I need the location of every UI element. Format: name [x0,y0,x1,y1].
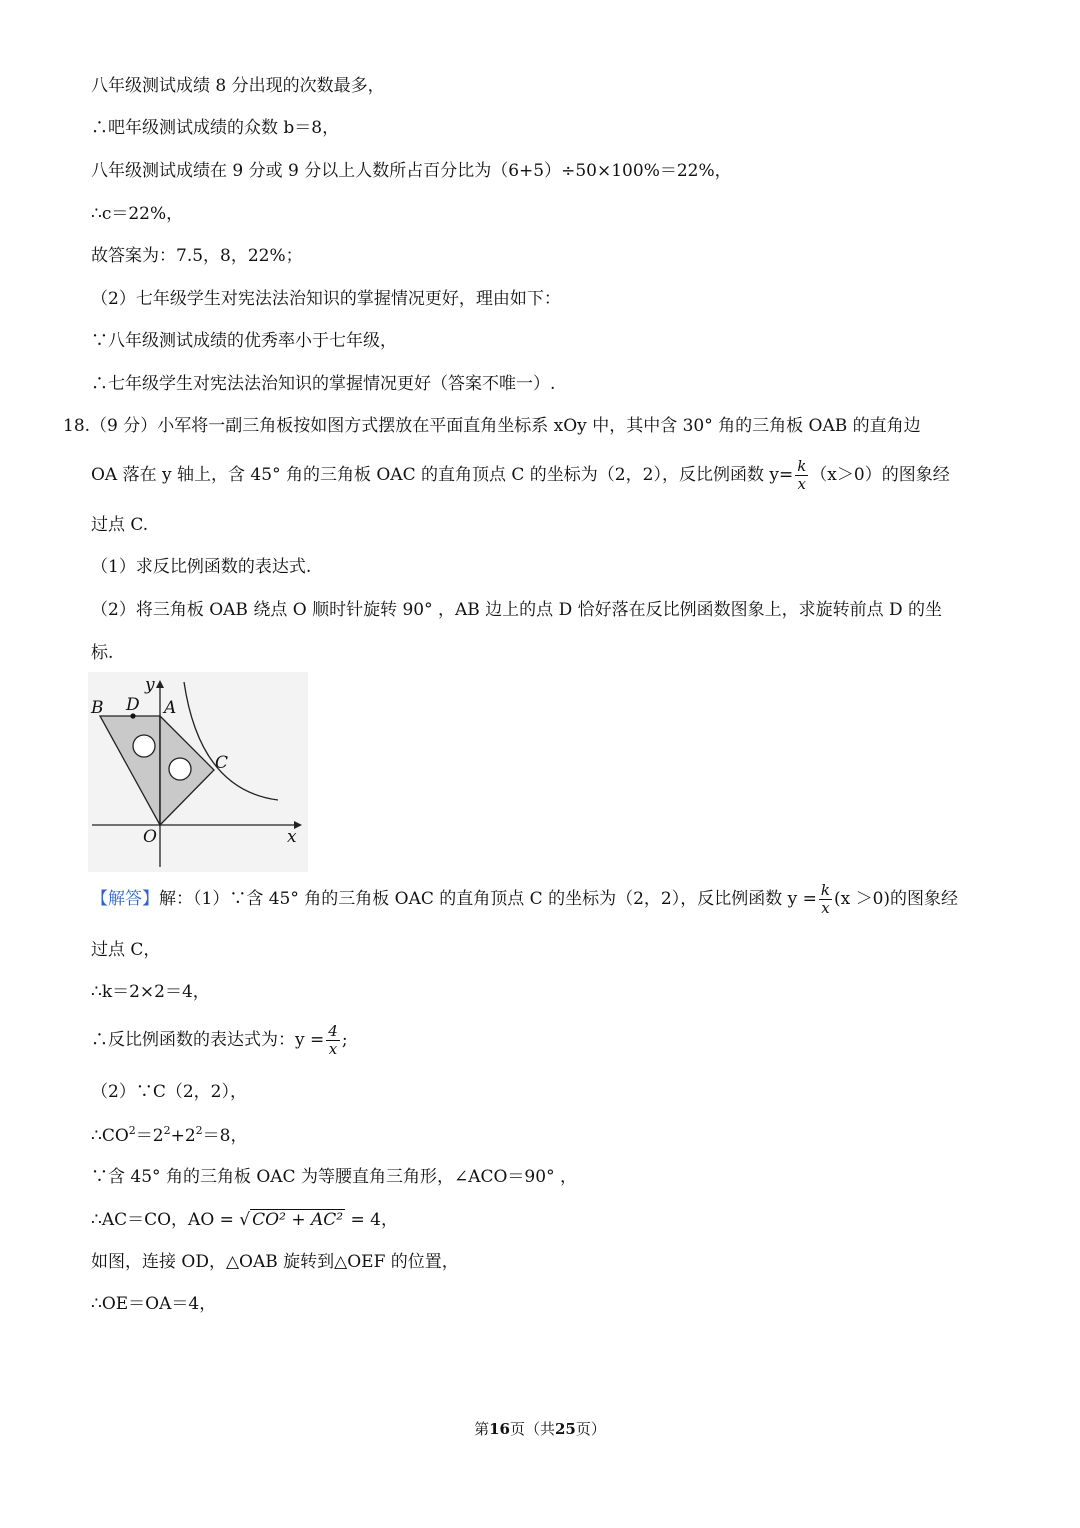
fraction-denominator: x [797,475,806,493]
question-18-line2-text: OA 落在 y 轴上，含 45° 角的三角板 OAC 的直角顶点 C 的坐标为（2，2），反比例函数 y= [91,465,794,485]
text-line: 八年级测试成绩 8 分出现的次数最多， [91,76,385,96]
superscript: 2 [163,1124,171,1137]
label-x: x [287,827,297,847]
fraction-denominator: x [328,1040,338,1058]
triangle-hole [169,758,191,780]
page-number: 16 [489,1420,510,1438]
fraction-numerator: k [797,457,807,475]
answer-line1-text: 解：（1）∵含 45° 角的三角板 OAC 的直角顶点 C 的坐标为（2，2），反比例函数 y = [159,889,817,909]
answer-line1-tail: (x ＞0)的图象经 [833,889,959,909]
sub-question-1: （1）求反比例函数的表达式. [91,557,312,577]
superscript: 2 [128,1124,136,1137]
footer-mid: 页（共 [509,1420,555,1438]
answer-tag: 【解答】 [91,889,159,909]
square-root-radicand: CO² + AC² [252,1210,344,1230]
answer-line6-part: ＝2 [135,1126,164,1146]
label-a: A [164,698,177,718]
text-line: ∵八年级测试成绩的优秀率小于七年级， [91,331,397,351]
answer-line6-part: ∴CO [91,1126,129,1146]
fraction-k-over-x [795,459,808,492]
label-o: O [143,827,157,847]
text-line: ∴吧年级测试成绩的众数 b＝8， [91,118,340,138]
answer-line6 [91,1124,247,1146]
label-b: B [91,698,104,718]
answer-line3: ∴k＝2×2＝4， [91,982,210,1002]
answer-line8 [91,1210,398,1230]
answer-line1 [91,883,958,916]
answer-line2: 过点 C， [91,940,161,960]
text-line: 故答案为：7.5，8，22%； [91,246,303,266]
answer-line10: ∴OE＝OA＝4， [91,1294,217,1314]
answer-line7: ∵含 45° 角的三角板 OAC 为等腰直角三角形，∠ACO＝90° ， [91,1167,577,1187]
question-18-line2 [91,459,950,492]
answer-line6-part: ＝8， [202,1126,248,1146]
footer-prefix: 第 [474,1420,490,1438]
label-c: C [215,753,229,773]
answer-line5: （2）∵C（2，2）， [91,1082,247,1102]
text-line: ∴七年级学生对宪法法治知识的掌握情况更好（答案不唯一）. [91,374,556,394]
text-line: （2）七年级学生对宪法法治知识的掌握情况更好，理由如下： [91,289,561,309]
text-line: ∴c＝22%， [91,204,184,224]
fraction-k-over-x [819,883,832,916]
answer-line6-part: +2 [170,1126,196,1146]
footer-suffix: 页） [575,1420,606,1438]
sub-question-2-cont: 标. [91,643,114,663]
superscript: 2 [195,1124,203,1137]
triangle-hole [133,735,155,757]
answer-line8-part: ∴AC＝CO，AO = √ [91,1210,251,1230]
question-18-line1: 18.（9 分）小军将一副三角板按如图方式摆放在平面直角坐标系 xOy 中，其中含 30° 角的三角板 OAB 的直角边 [63,416,921,436]
answer-line4-tail: ; [341,1030,348,1050]
question-18-line2-tail: （x＞0）的图象经 [810,465,950,485]
fraction-4-over-x [326,1024,340,1057]
answer-line9: 如图，连接 OD，△OAB 旋转到△OEF 的位置， [91,1252,459,1272]
triangle-figure [88,672,308,872]
page-total: 25 [555,1420,576,1438]
text-line: 八年级测试成绩在 9 分或 9 分以上人数所占百分比为（6+5）÷50×100%＝22%， [91,161,732,181]
label-d: D [126,695,140,715]
sub-question-2: （2）将三角板 OAB 绕点 O 顺时针旋转 90° ，AB 边上的点 D 恰好落在反比例函数图象上，求旋转前点 D 的坐 [91,600,943,620]
question-18-line3: 过点 C. [91,515,149,535]
answer-line4-text: ∴反比例函数的表达式为：y = [91,1030,325,1050]
fraction-denominator: x [821,899,830,917]
label-y: y [145,675,155,695]
fraction-numerator: k [820,881,830,899]
answer-line8-part: = 4， [345,1210,398,1230]
page-footer [0,1418,1080,1439]
fraction-numerator: 4 [328,1022,338,1040]
answer-line4 [91,1024,348,1057]
